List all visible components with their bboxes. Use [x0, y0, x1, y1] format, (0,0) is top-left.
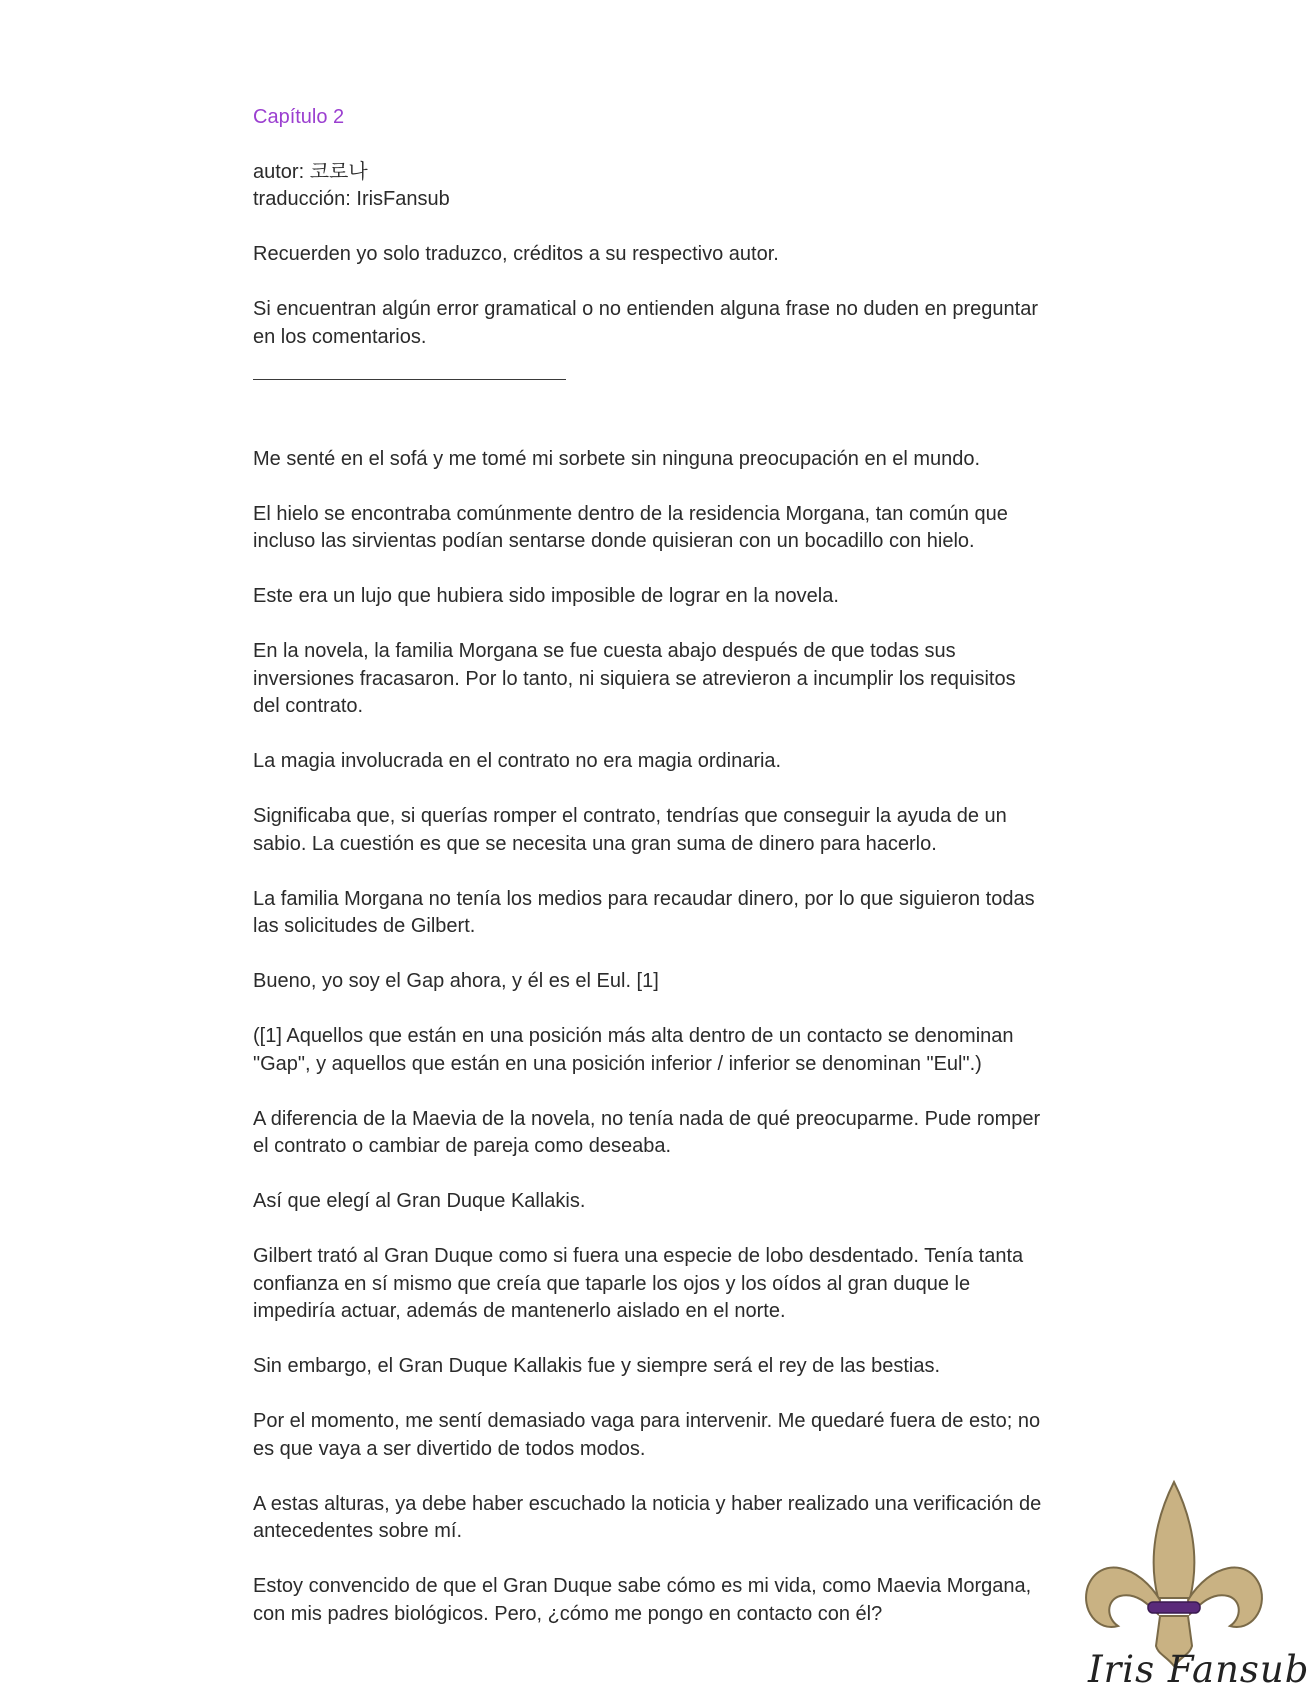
chapter-text: [253, 446, 1043, 1629]
paragraph: La magia involucrada en el contrato no era magia ordinaria.: [253, 750, 782, 772]
document-body: [253, 104, 1043, 1656]
paragraph: Bueno, yo soy el Gap ahora, y él es el Eul. [1]: [253, 970, 659, 992]
paragraph: La familia Morgana no tenía los medios para recaudar dinero, por lo que siguieron todas las solicitudes de Gilbert.: [253, 887, 1035, 937]
chapter-title: Capítulo 2: [253, 106, 345, 128]
intro-note: Recuerden yo solo traduzco, créditos a su respectivo autor.: [253, 243, 779, 265]
paragraph: Este era un lujo que hubiera sido imposible de lograr en la novela.: [253, 585, 839, 607]
logo-band: [1148, 1602, 1200, 1613]
author-line: autor: 코로나: [253, 160, 368, 183]
translation-line: traducción: IrisFansub: [253, 188, 450, 210]
paragraph: Me senté en el sofá y me tomé mi sorbete sin ninguna preocupación en el mundo.: [253, 447, 981, 470]
section-divider: [253, 379, 566, 380]
paragraph: Estoy convencido de que el Gran Duque sabe cómo es mi vida, como Maevia Morgana, con mis padres biológicos. Pero, ¿cómo me pongo en contacto con él?: [253, 1575, 1032, 1625]
paragraph: Significaba que, si querías romper el contrato, tendrías que conseguir la ayuda de un sabio. La cuestión es que se necesita una gran suma de dinero para hacerlo.: [253, 805, 1007, 855]
paragraph: A estas alturas, ya debe haber escuchado la noticia y haber realizado una verificación de antecedentes sobre mí.: [253, 1492, 1042, 1542]
paragraph: Gilbert trató al Gran Duque como si fuera una especie de lobo desdentado. Tenía tanta confianza en sí mismo que creía que taparle los ojos y los oídos al gran duque le impediría actuar, además de mantenerlo aislado en el norte.: [253, 1245, 1024, 1322]
footnote: ([1] Aquellos que están en una posición más alta dentro de un contacto se denominan "Gap", y aquellos que están en una posición inferior / inferior se denominan "Eul".): [253, 1025, 1014, 1075]
paragraph: A diferencia de la Maevia de la novela, no tenía nada de qué preocuparme. Pude romper el contrato o cambiar de pareja como deseaba.: [253, 1107, 1041, 1157]
watermark-text: Iris Fansub: [1088, 1648, 1309, 1691]
paragraph: El hielo se encontraba comúnmente dentro de la residencia Morgana, tan común que incluso las sirvientas podían sentarse donde quisieran con un bocadillo con hielo.: [253, 502, 1008, 552]
credits: [253, 159, 1043, 214]
paragraph: En la novela, la familia Morgana se fue cuesta abajo después de que todas sus inversiones fracasaron. Por lo tanto, ni siquiera se atrevieron a incumplir los requisitos del contrato.: [253, 640, 1016, 717]
paragraph: Sin embargo, el Gran Duque Kallakis fue y siempre será el rey de las bestias.: [253, 1355, 941, 1377]
paragraph: Por el momento, me sentí demasiado vaga para intervenir. Me quedaré fuera de esto; no es que vaya a ser divertido de todos modos.: [253, 1410, 1041, 1460]
paragraph: Así que elegí al Gran Duque Kallakis.: [253, 1190, 586, 1212]
intro-note: Si encuentran algún error gramatical o no entienden alguna frase no duden en preguntar en los comentarios.: [253, 298, 1038, 348]
